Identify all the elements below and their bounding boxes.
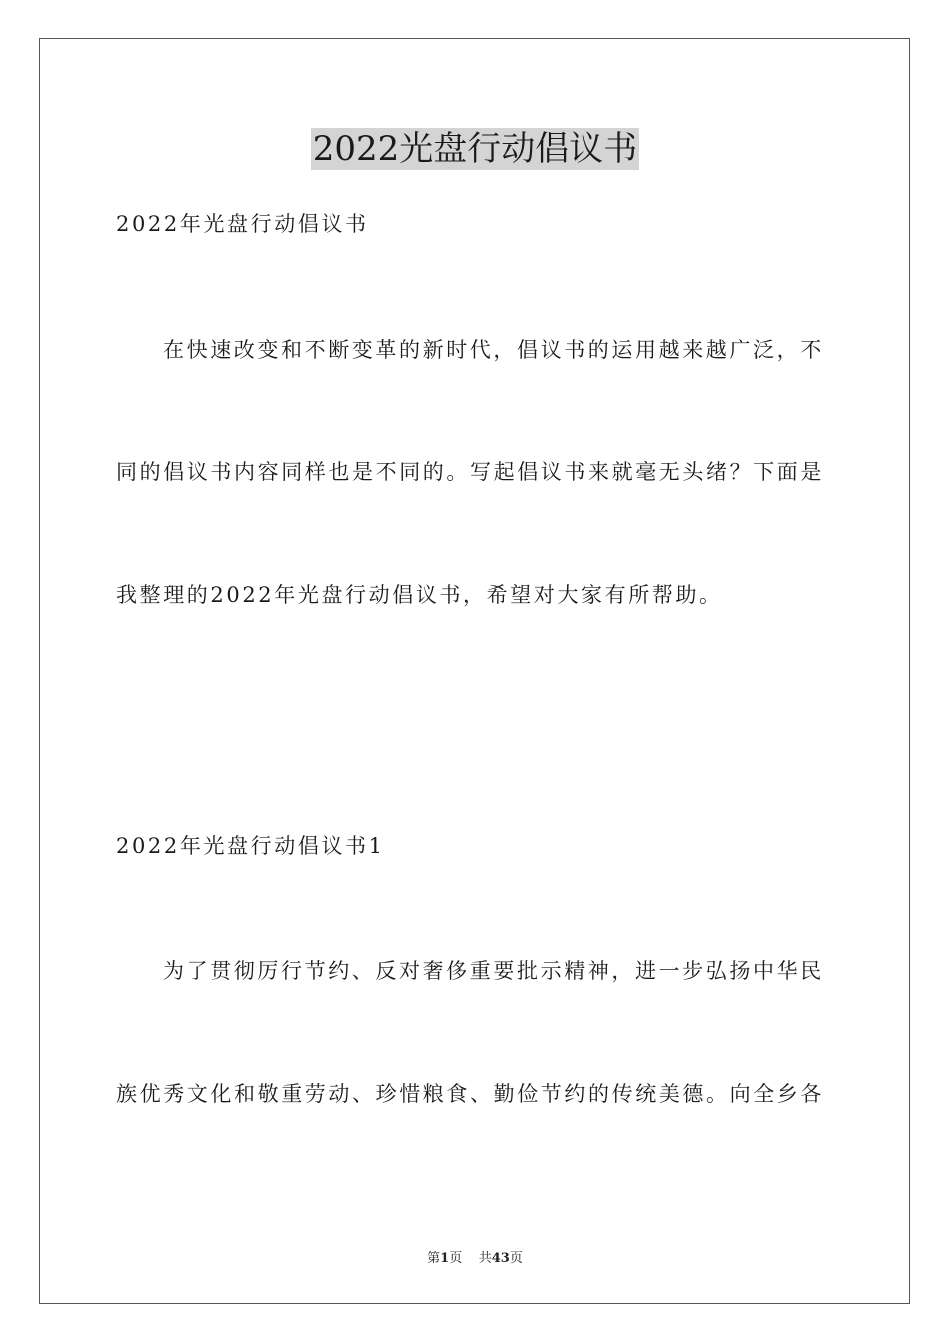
section-line-2: 族优秀文化和敬重劳动、珍惜粮食、勤俭节约的传统美德。向全乡各	[116, 1082, 824, 1106]
footer-page-number: 1	[440, 1251, 450, 1266]
section-heading: 2022年光盘行动倡议书1	[116, 834, 385, 858]
title-container	[0, 128, 950, 170]
document-subtitle: 2022年光盘行动倡议书	[116, 212, 369, 236]
section-line-1: 为了贯彻厉行节约、反对奢侈重要批示精神，进一步弘扬中华民	[163, 959, 824, 983]
document-title: 2022光盘行动倡议书	[312, 129, 638, 169]
intro-line-2: 同的倡议书内容同样也是不同的。写起倡议书来就毫无头绪？下面是	[116, 460, 824, 484]
footer-total-pages: 43	[491, 1251, 510, 1266]
intro-line-3: 我整理的2022年光盘行动倡议书，希望对大家有所帮助。	[116, 583, 723, 607]
page-footer	[0, 1247, 950, 1266]
footer-page-prefix: 第	[427, 1251, 441, 1266]
footer-page-suffix: 页	[449, 1251, 463, 1266]
intro-line-1: 在快速改变和不断变革的新时代，倡议书的运用越来越广泛，不	[163, 338, 824, 362]
footer-total-suffix: 页	[509, 1251, 523, 1266]
footer-total-prefix: 共	[478, 1251, 492, 1266]
